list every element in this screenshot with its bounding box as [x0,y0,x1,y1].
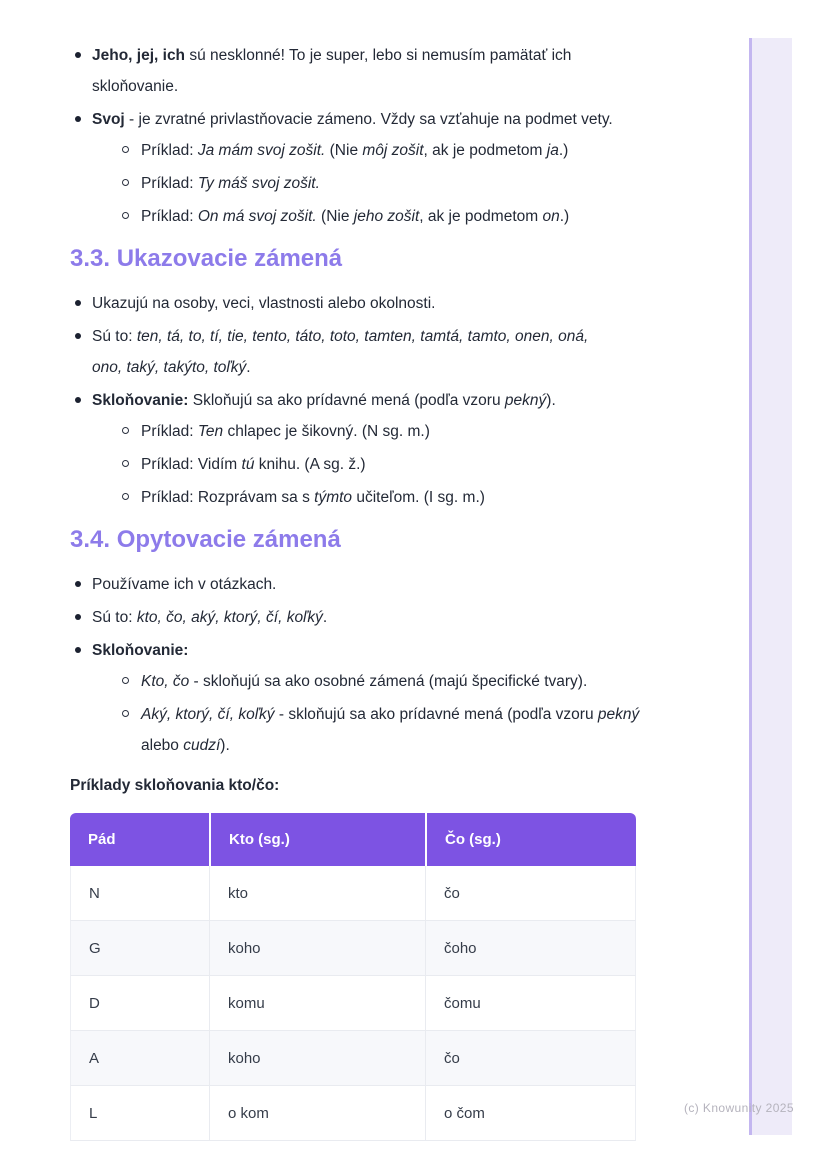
bullet-list-possessive [70,40,758,232]
list-item-text: Sú to: ten, tá, to, tí, tie, tento, táto, toto, tamten, tamtá, tamto, onen, oná, ono, taký, takýto, toľký. [92,328,589,376]
bullet-list-opytovacie [70,569,758,761]
example-text: Príklad: Ten chlapec je šikovný. (N sg. m.) [141,423,430,440]
document-content [70,0,758,1141]
table-cell: o kom [209,1086,425,1141]
list-item-text: sú nesklonné! To je super, lebo si nemusím pamätať ich [185,47,572,64]
disc-bullet-icon [75,52,81,58]
list-item-text: Sú to: kto, čo, aký, ktorý, čí, koľký. [92,609,328,626]
example-item [122,168,758,199]
example-item [122,201,758,232]
sub-item [122,666,758,697]
table-cell: čo [425,1031,636,1086]
example-sub-list [92,135,758,232]
table-row [70,921,636,976]
example-sub-list [92,416,758,513]
table-cell: N [70,866,209,921]
declension-table [70,813,636,1141]
table-cell: čomu [425,976,636,1031]
list-item [70,602,758,633]
disc-bullet-icon [75,333,81,339]
example-item [122,135,758,166]
circle-bullet-icon [122,427,129,434]
bullet-list-ukazovacie [70,288,758,513]
table-intro-paragraph: Príklady skloňovania kto/čo: [70,777,280,794]
circle-bullet-icon [122,179,129,186]
sub-item-text: Aký, ktorý, čí, koľký - skloňujú sa ako prídavné mená (podľa vzoru pekný alebo cudzí). [141,706,640,754]
table-header-kto: Kto (sg.) [209,813,425,866]
disc-bullet-icon [75,397,81,403]
circle-bullet-icon [122,460,129,467]
disc-bullet-icon [75,300,81,306]
table-cell: čoho [425,921,636,976]
table-row [70,976,636,1031]
sub-item [122,699,758,761]
list-item-text: Skloňujú sa ako prídavné mená (podľa vzoru pekný). [188,392,556,409]
example-text: Príklad: Rozprávam sa s týmto učiteľom. (I sg. m.) [141,489,485,506]
list-item-bold-lead: Jeho, jej, ich [92,47,186,64]
table-cell: A [70,1031,209,1086]
table-row [70,1031,636,1086]
list-item-text-line2: skloňovanie. [92,78,179,95]
list-item [70,569,758,600]
section-heading-3-3: 3.3. Ukazovacie zámená [70,245,343,272]
disc-bullet-icon [75,116,81,122]
table-cell: čo [425,866,636,921]
circle-bullet-icon [122,146,129,153]
table-cell: D [70,976,209,1031]
circle-bullet-icon [122,677,129,684]
disc-bullet-icon [75,647,81,653]
sub-item-text: Kto, čo - skloňujú sa ako osobné zámená (majú špecifické tvary). [141,673,588,690]
list-item-bold-lead: Svoj [92,111,125,128]
example-sub-list [92,666,758,761]
circle-bullet-icon [122,710,129,717]
example-item [122,482,758,513]
circle-bullet-icon [122,493,129,500]
list-item-text: Používame ich v otázkach. [92,576,277,593]
list-item [70,288,758,319]
list-item-sklonovanie [70,385,758,513]
list-item-bold-lead: Skloňovanie: [92,642,189,659]
list-item-nesklonne [70,40,758,102]
list-item-text: - je zvratné privlastňovacie zámeno. Vždy sa vzťahuje na podmet vety. [124,111,613,128]
table-row [70,1086,636,1141]
circle-bullet-icon [122,212,129,219]
table-cell: G [70,921,209,976]
disc-bullet-icon [75,581,81,587]
table-cell: koho [209,921,425,976]
example-text: Príklad: Ty máš svoj zošit. [141,175,320,192]
table-cell: L [70,1086,209,1141]
list-item-svoj [70,104,758,232]
table-row [70,866,636,921]
example-item [122,416,758,447]
list-item [70,321,758,383]
page-edge-strip [749,38,792,1135]
example-text: Príklad: Ja mám svoj zošit. (Nie môj zošit, ak je podmetom ja.) [141,142,569,159]
table-header-pad: Pád [70,813,209,866]
table-header-co: Čo (sg.) [425,813,636,866]
table-cell: o čom [425,1086,636,1141]
table-cell: komu [209,976,425,1031]
list-item-bold-lead: Skloňovanie: [92,392,189,409]
example-text: Príklad: On má svoj zošit. (Nie jeho zošit, ak je podmetom on.) [141,208,570,225]
example-item [122,449,758,480]
table-cell: kto [209,866,425,921]
example-text: Príklad: Vidím tú knihu. (A sg. ž.) [141,456,366,473]
table-header-row [70,813,636,866]
list-item-text: Ukazujú na osoby, veci, vlastnosti alebo okolnosti. [92,295,436,312]
section-heading-3-4: 3.4. Opytovacie zámená [70,526,341,553]
disc-bullet-icon [75,614,81,620]
list-item-sklonovanie [70,635,758,761]
watermark: (c) Knowunity 2025 [684,1101,794,1115]
table-cell: koho [209,1031,425,1086]
